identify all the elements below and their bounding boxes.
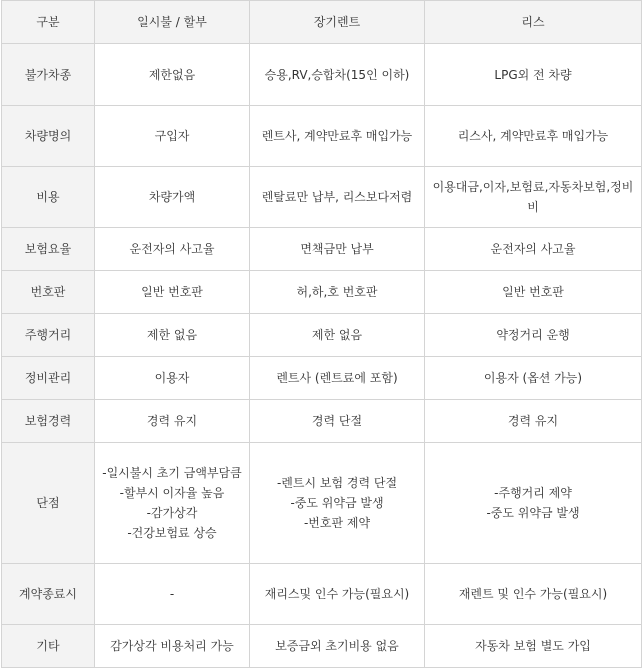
- table-cell: 렌트사 (렌트료에 포함): [250, 357, 425, 400]
- row-label: 기타: [2, 625, 95, 668]
- table-cell: 재렌트 및 인수 가능(필요시): [425, 564, 642, 625]
- header-long-term-rent: 장기렌트: [250, 1, 425, 44]
- table-cell: 렌트사, 계약만료후 매입가능: [250, 106, 425, 167]
- table-cell: 승용,RV,승합차(15인 이하): [250, 44, 425, 106]
- table-cell: 렌탈료만 납부, 리스보다저렴: [250, 167, 425, 228]
- table-row: [2, 443, 642, 564]
- table-cell: 보증금외 초기비용 없음: [250, 625, 425, 668]
- row-label: 보험요율: [2, 228, 95, 271]
- table-cell: 일반 번호판: [95, 271, 250, 314]
- table-cell: 운전자의 사고율: [425, 228, 642, 271]
- comparison-table: [1, 0, 642, 668]
- table-cell: 약정거리 운행: [425, 314, 642, 357]
- cell-line: -일시불시 초기 금액부담큼: [102, 466, 242, 480]
- row-label: 계약종료시: [2, 564, 95, 625]
- table-cell: 차량가액: [95, 167, 250, 228]
- header-category: 구분: [2, 1, 95, 44]
- row-label: 정비관리: [2, 357, 95, 400]
- table-cell: 리스사, 계약만료후 매입가능: [425, 106, 642, 167]
- table-row: [2, 314, 642, 357]
- table-row: [2, 106, 642, 167]
- table-row: [2, 400, 642, 443]
- table-cell: LPG외 전 차량: [425, 44, 642, 106]
- header-lease: 리스: [425, 1, 642, 44]
- table-cell: 이용대금,이자,보험료,자동차보험,정비비: [425, 167, 642, 228]
- table-row: [2, 357, 642, 400]
- cell-line: -주행거리 제약: [494, 486, 572, 500]
- table-cell: 허,하,호 번호판: [250, 271, 425, 314]
- cell-line: -렌트시 보험 경력 단절: [276, 476, 398, 490]
- table-cell: 운전자의 사고율: [95, 228, 250, 271]
- table-cell: 이용자 (옵션 가능): [425, 357, 642, 400]
- table-cell: 경력 단절: [250, 400, 425, 443]
- table-row: [2, 44, 642, 106]
- row-label: 차량명의: [2, 106, 95, 167]
- table-cell: 제한 없음: [95, 314, 250, 357]
- table-cell: 경력 유지: [95, 400, 250, 443]
- table-cell: [250, 443, 425, 564]
- row-label: 단점: [2, 443, 95, 564]
- table-row: [2, 271, 642, 314]
- table-cell: [95, 443, 250, 564]
- table-cell: 감가상각 비용처리 가능: [95, 625, 250, 668]
- table-cell: 재리스및 인수 가능(필요시): [250, 564, 425, 625]
- table-cell: 이용자: [95, 357, 250, 400]
- table-cell: 구입자: [95, 106, 250, 167]
- cell-line: -할부시 이자율 높음: [119, 486, 225, 500]
- row-label: 주행거리: [2, 314, 95, 357]
- table-row: [2, 564, 642, 625]
- table-row: [2, 167, 642, 228]
- row-label: 불가차종: [2, 44, 95, 106]
- row-label: 번호판: [2, 271, 95, 314]
- table-cell: -: [95, 564, 250, 625]
- table-row: [2, 625, 642, 668]
- table-cell: 제한 없음: [250, 314, 425, 357]
- header-row: [2, 1, 642, 44]
- table-cell: 면책금만 납부: [250, 228, 425, 271]
- table-cell: 제한없음: [95, 44, 250, 106]
- cell-line: -번호판 제약: [303, 516, 371, 530]
- table-cell: 자동차 보험 별도 가입: [425, 625, 642, 668]
- table-cell: [425, 443, 642, 564]
- cell-line: -건강보험료 상승: [127, 526, 217, 540]
- table-row: [2, 228, 642, 271]
- cell-line: -감가상각: [146, 506, 198, 520]
- header-lump-sum-installment: 일시불 / 할부: [95, 1, 250, 44]
- row-label: 비용: [2, 167, 95, 228]
- cell-line: -중도 위약금 발생: [290, 496, 384, 510]
- table-cell: 경력 유지: [425, 400, 642, 443]
- cell-line: -중도 위약금 발생: [486, 506, 580, 520]
- row-label: 보험경력: [2, 400, 95, 443]
- table-cell: 일반 번호판: [425, 271, 642, 314]
